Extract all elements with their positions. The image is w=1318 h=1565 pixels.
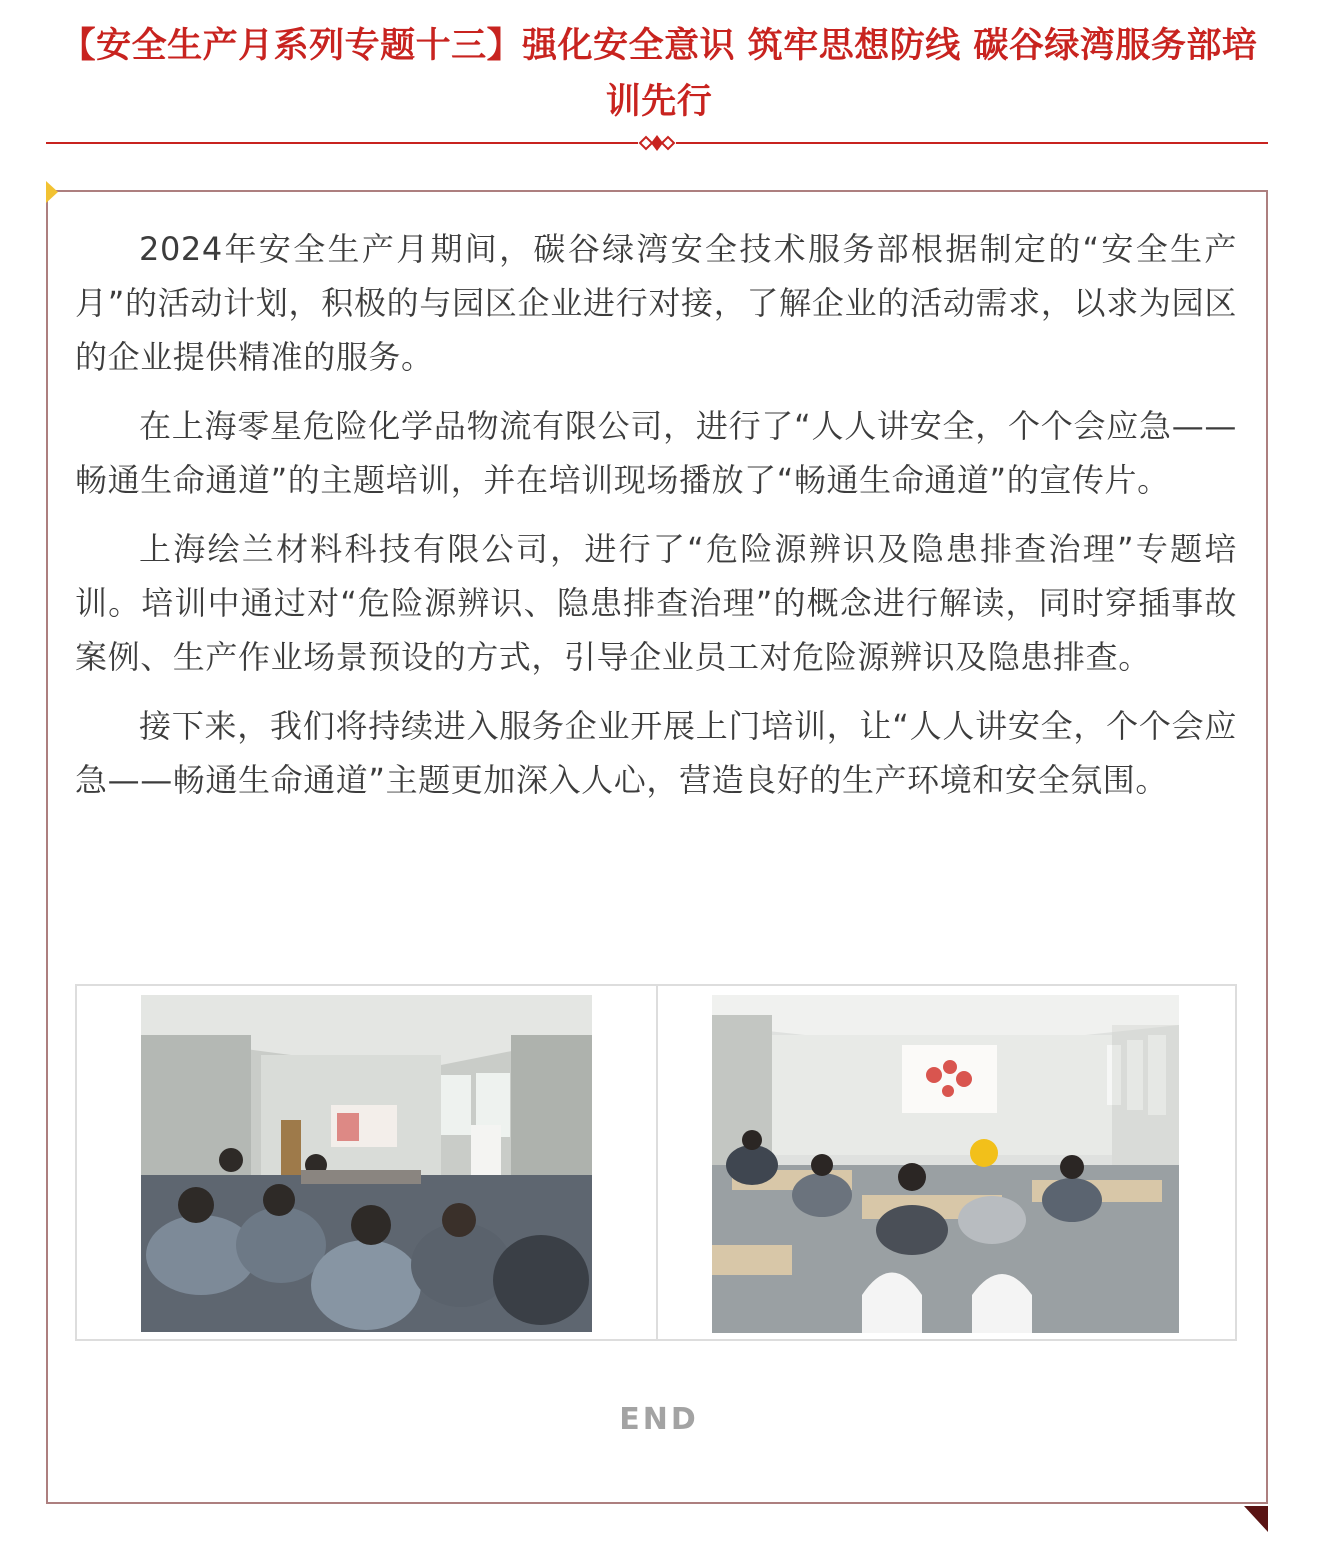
photo-gallery: [75, 984, 1237, 1341]
paragraph-3: 上海绘兰材料科技有限公司，进行了“危险源辨识及隐患排查治理”专题培训。培训中通过对“危险源辨识、隐患排查治理”的概念进行解读，同时穿插事故案例、生产作业场景预设的方式，引导企业员工对危险源辨识及隐患排查。: [75, 530, 1237, 676]
corner-marker-top-icon: [46, 181, 60, 203]
title-divider: [46, 131, 1268, 155]
diamond-ornament-icon: [638, 131, 676, 155]
end-mark: END: [619, 1402, 699, 1437]
training-room-photo-2[interactable]: [712, 995, 1179, 1333]
gallery-separator: [656, 986, 658, 1339]
paragraph-4: 接下来，我们将持续进入服务企业开展上门培训，让“人人讲安全，个个会应急——畅通生命通道”主题更加深入人心，营造良好的生产环境和安全氛围。: [75, 707, 1237, 799]
article-body: [75, 222, 1237, 822]
paragraph-1: 2024年安全生产月期间，碳谷绿湾安全技术服务部根据制定的“安全生产月”的活动计划，积极的与园区企业进行对接，了解企业的活动需求，以求为园区的企业提供精准的服务。: [75, 230, 1237, 376]
training-room-photo-1[interactable]: [141, 995, 592, 1332]
corner-marker-bottom-icon: [1244, 1506, 1268, 1532]
divider-line-left: [46, 142, 638, 144]
paragraph-2: 在上海零星危险化学品物流有限公司，进行了“人人讲安全，个个会应急——畅通生命通道”的主题培训，并在培训现场播放了“畅通生命通道”的宣传片。: [75, 407, 1237, 499]
divider-line-right: [676, 142, 1268, 144]
article-title: 【安全生产月系列专题十三】强化安全意识 筑牢思想防线 碳谷绿湾服务部培训先行: [60, 26, 1258, 122]
